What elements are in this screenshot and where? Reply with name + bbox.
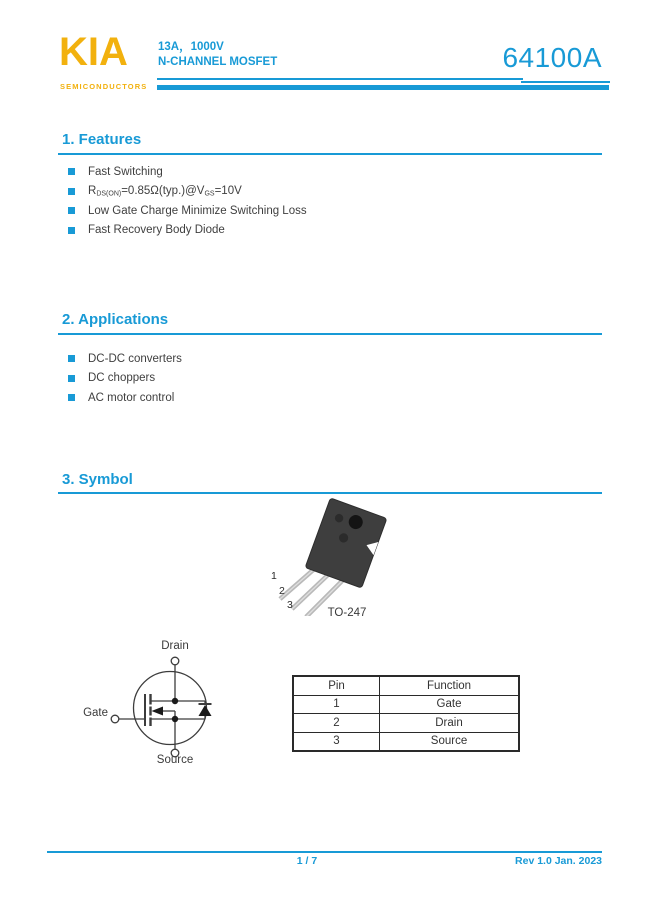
table-row xyxy=(293,695,519,714)
application-text: DC choppers xyxy=(88,372,156,385)
list-item xyxy=(68,162,307,182)
package-pin-marker: 2 xyxy=(279,585,285,597)
feature-text: Fast Switching xyxy=(88,165,163,178)
section-rule-applications xyxy=(58,333,602,335)
section-title-symbol: 3. Symbol xyxy=(62,471,133,488)
bullet-square-icon xyxy=(68,227,75,234)
terminal-label-source: Source xyxy=(156,754,194,766)
column-header-function: Function xyxy=(380,676,520,695)
terminal-label-drain: Drain xyxy=(161,640,189,652)
table-row xyxy=(293,732,519,751)
terminal-label-gate: Gate xyxy=(83,707,108,719)
feature-text-rds: $R_{DS(ON)}=0.85\Omega(typ.)@V_{GS}=10V$ xyxy=(88,185,242,198)
function-cell: Gate xyxy=(380,695,520,714)
feature-text: Low Gate Charge Minimize Switching Loss xyxy=(88,204,307,217)
list-item xyxy=(68,369,182,389)
header-rule-thick xyxy=(157,85,609,90)
features-list xyxy=(68,162,307,240)
header-rule-thin-right xyxy=(521,81,610,83)
package-pin-marker: 3 xyxy=(287,599,293,611)
pin-cell: 1 xyxy=(293,695,380,714)
list-item xyxy=(68,201,307,221)
device-type: N-CHANNEL MOSFET xyxy=(158,56,278,68)
list-item xyxy=(68,388,182,408)
section-title-features: 1. Features xyxy=(62,131,142,148)
pin-cell: 3 xyxy=(293,732,380,751)
table-row xyxy=(293,714,519,733)
column-header-pin: Pin xyxy=(293,676,380,695)
part-number: 64100A xyxy=(502,42,602,73)
package-pin-marker: 1 xyxy=(271,570,277,582)
pin-cell: 2 xyxy=(293,714,380,733)
bullet-square-icon xyxy=(68,394,75,401)
bullet-square-icon xyxy=(68,168,75,175)
brand-logo: KIA xyxy=(59,30,128,74)
section-title-applications: 2. Applications xyxy=(62,311,169,328)
bullet-square-icon xyxy=(68,355,75,362)
bullet-square-icon xyxy=(68,375,75,382)
footer-rule xyxy=(47,851,602,853)
bullet-square-icon xyxy=(68,188,75,195)
bullet-square-icon xyxy=(68,207,75,214)
list-item xyxy=(68,349,182,369)
function-cell: Drain xyxy=(380,714,520,733)
header-rule-thin-left xyxy=(157,78,523,80)
list-item xyxy=(68,182,307,202)
list-item xyxy=(68,221,307,241)
package-name-label: TO-247 xyxy=(327,607,367,619)
application-text: DC-DC converters xyxy=(88,352,182,365)
page-number: 1 / 7 xyxy=(296,855,318,867)
revision-label: Rev 1.0 Jan. 2023 xyxy=(515,855,602,867)
table-header-row xyxy=(293,676,519,695)
section-rule-features xyxy=(58,153,602,155)
mosfet-symbol-graphic xyxy=(55,638,285,763)
device-rating: 13A，1000V xyxy=(158,41,224,53)
function-cell: Source xyxy=(380,732,520,751)
brand-logo-subtext: SEMICONDUCTORS xyxy=(60,82,148,91)
applications-list xyxy=(68,349,182,408)
section-rule-symbol xyxy=(58,492,602,494)
feature-text: Fast Recovery Body Diode xyxy=(88,224,225,237)
application-text: AC motor control xyxy=(88,391,175,404)
pin-function-table xyxy=(292,675,520,752)
